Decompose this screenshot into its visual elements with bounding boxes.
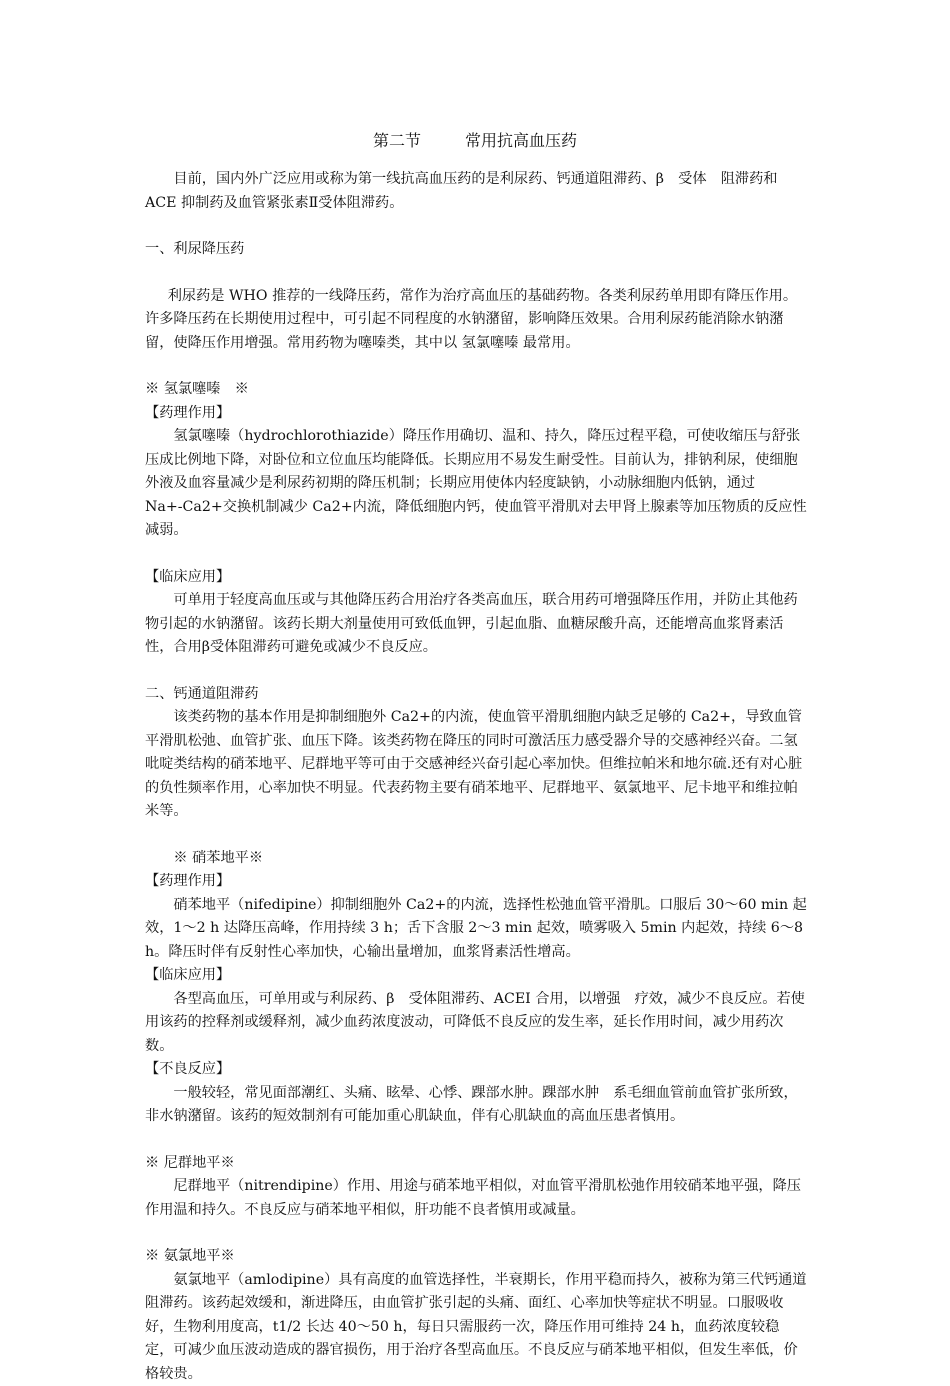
section-name: 常用抗高血压药: [465, 131, 577, 150]
nif-clin-text: 各型高血压，可单用或与利尿药、β 受体阻滞药、ACEI 合用，以增强 疗效，减少不良反应。若使用该药的控释剂或缓释剂，减少血药浓度波动，可降低不良反应的发生率，延长作用时间，减少用药次数。: [145, 988, 807, 1059]
section1-paragraph: 利尿药是 WHO 推荐的一线降压药，常作为治疗高血压的基础药物。各类利尿药单用即有降压作用。许多降压药在长期使用过程中，可引起不同程度的水钠潴留，影响降压效果。合用利尿药能消除水钠潴留，使降压作用增强。常用药物为噻嗪类，其中以 氢氯噻嗪 最常用。: [145, 285, 807, 356]
nif-adverse-label: 【不良反应】: [145, 1058, 807, 1082]
hct-pharm-text-cont: Na+-Ca2+交换机制减少 Ca2+内流，降低细胞内钙，使血管平滑肌对去甲肾上腺素等加压物质的反应性减弱。: [145, 496, 807, 543]
amlodipine-heading: ※ 氨氯地平※: [145, 1245, 807, 1269]
hct-pharm-text: 氢氯噻嗪（hydrochlorothiazide）降压作用确切、温和、持久，降压过程平稳，可使收缩压与舒张压成比例地下降，对卧位和立位血压均能降低。长期应用不易发生耐受性。目前认为，排钠利尿，使细胞外液及血容量减少是利尿药初期的降压机制；长期应用使体内轻度缺钠，小动脉细胞内低钠，通过: [145, 425, 807, 496]
hct-pharm-label: 【药理作用】: [145, 402, 807, 426]
nif-pharm-label: 【药理作用】: [145, 870, 807, 894]
section1-heading: 一、利尿降压药: [145, 238, 807, 262]
section-number: 第二节: [373, 131, 421, 150]
hct-clin-label: 【临床应用】: [145, 566, 807, 590]
section2-heading: 二、钙通道阻滞药: [145, 683, 807, 707]
section-title: [0, 128, 950, 151]
section2-paragraph: 该类药物的基本作用是抑制细胞外 Ca2+的内流，使血管平滑肌细胞内缺乏足够的 Ca2+，导致血管平滑肌松弛、血管扩张、血压下降。该类药物在降压的同时可激活压力感受器介导的交感神经兴奋。二氢吡啶类结构的硝苯地平、尼群地平等可由于交感神经兴奋引起心率加快。但维拉帕米和地尔硫.还有对心脏的负性频率作用，心率加快不明显。代表药物主要有硝苯地平、尼群地平、氨氯地平、尼卡地平和维拉帕米等。: [145, 706, 807, 824]
nitrendipine-heading: ※ 尼群地平※: [145, 1152, 807, 1176]
hydrochlorothiazide-heading: ※ 氢氯噻嗪 ※: [145, 378, 807, 402]
document-body: [145, 168, 807, 1386]
nitrendipine-text: 尼群地平（nitrendipine）作用、用途与硝苯地平相似，对血管平滑肌松弛作用较硝苯地平强，降压作用温和持久。不良反应与硝苯地平相似，肝功能不良者慎用或减量。: [145, 1175, 807, 1222]
nif-pharm-text: 硝苯地平（nifedipine）抑制细胞外 Ca2+的内流，选择性松弛血管平滑肌。口服后 30～60 min 起效，1～2 h 达降压高峰，作用持续 3 h；舌下含服 2～3 min 起效，喷雾吸入 5min 内起效，持续 6～8 h。降压时伴有反射性心率加快，心输出量增加，血浆肾素活性增高。: [145, 894, 807, 965]
hct-clin-text: 可单用于轻度高血压或与其他降压药合用治疗各类高血压，联合用药可增强降压作用，并防止其他药物引起的水钠潴留。该药长期大剂量使用可致低血钾，引起血脂、血糖尿酸升高，还能增高血浆肾素活性，合用β受体阻滞药可避免或减少不良反应。: [145, 589, 807, 660]
intro-paragraph: 目前，国内外广泛应用或称为第一线抗高血压药的是利尿药、钙通道阻滞药、β 受体 阻滞药和 ACE 抑制药及血管紧张素Ⅱ受体阻滞药。: [145, 168, 807, 215]
nif-adverse-text: 一般较轻，常见面部潮红、头痛、眩晕、心悸、踝部水肿。踝部水肿 系毛细血管前血管扩张所致，非水钠潴留。该药的短效制剂有可能加重心肌缺血，伴有心肌缺血的高血压患者慎用。: [145, 1082, 807, 1129]
nifedipine-heading: ※ 硝苯地平※: [145, 847, 807, 871]
nif-clin-label: 【临床应用】: [145, 964, 807, 988]
amlodipine-text: 氨氯地平（amlodipine）具有高度的血管选择性，半衰期长，作用平稳而持久，被称为第三代钙通道阻滞药。该药起效缓和，渐进降压，由血管扩张引起的头痛、面红、心率加快等症状不明显。口服吸收好，生物利用度高，t1/2 长达 40～50 h，每日只需服药一次，降压作用可维持 24 h，血药浓度较稳定，可减少血压波动造成的器官损伤，用于治疗各型高血压。不良反应与硝苯地平相似，但发生率低，价格较贵。: [145, 1269, 807, 1386]
